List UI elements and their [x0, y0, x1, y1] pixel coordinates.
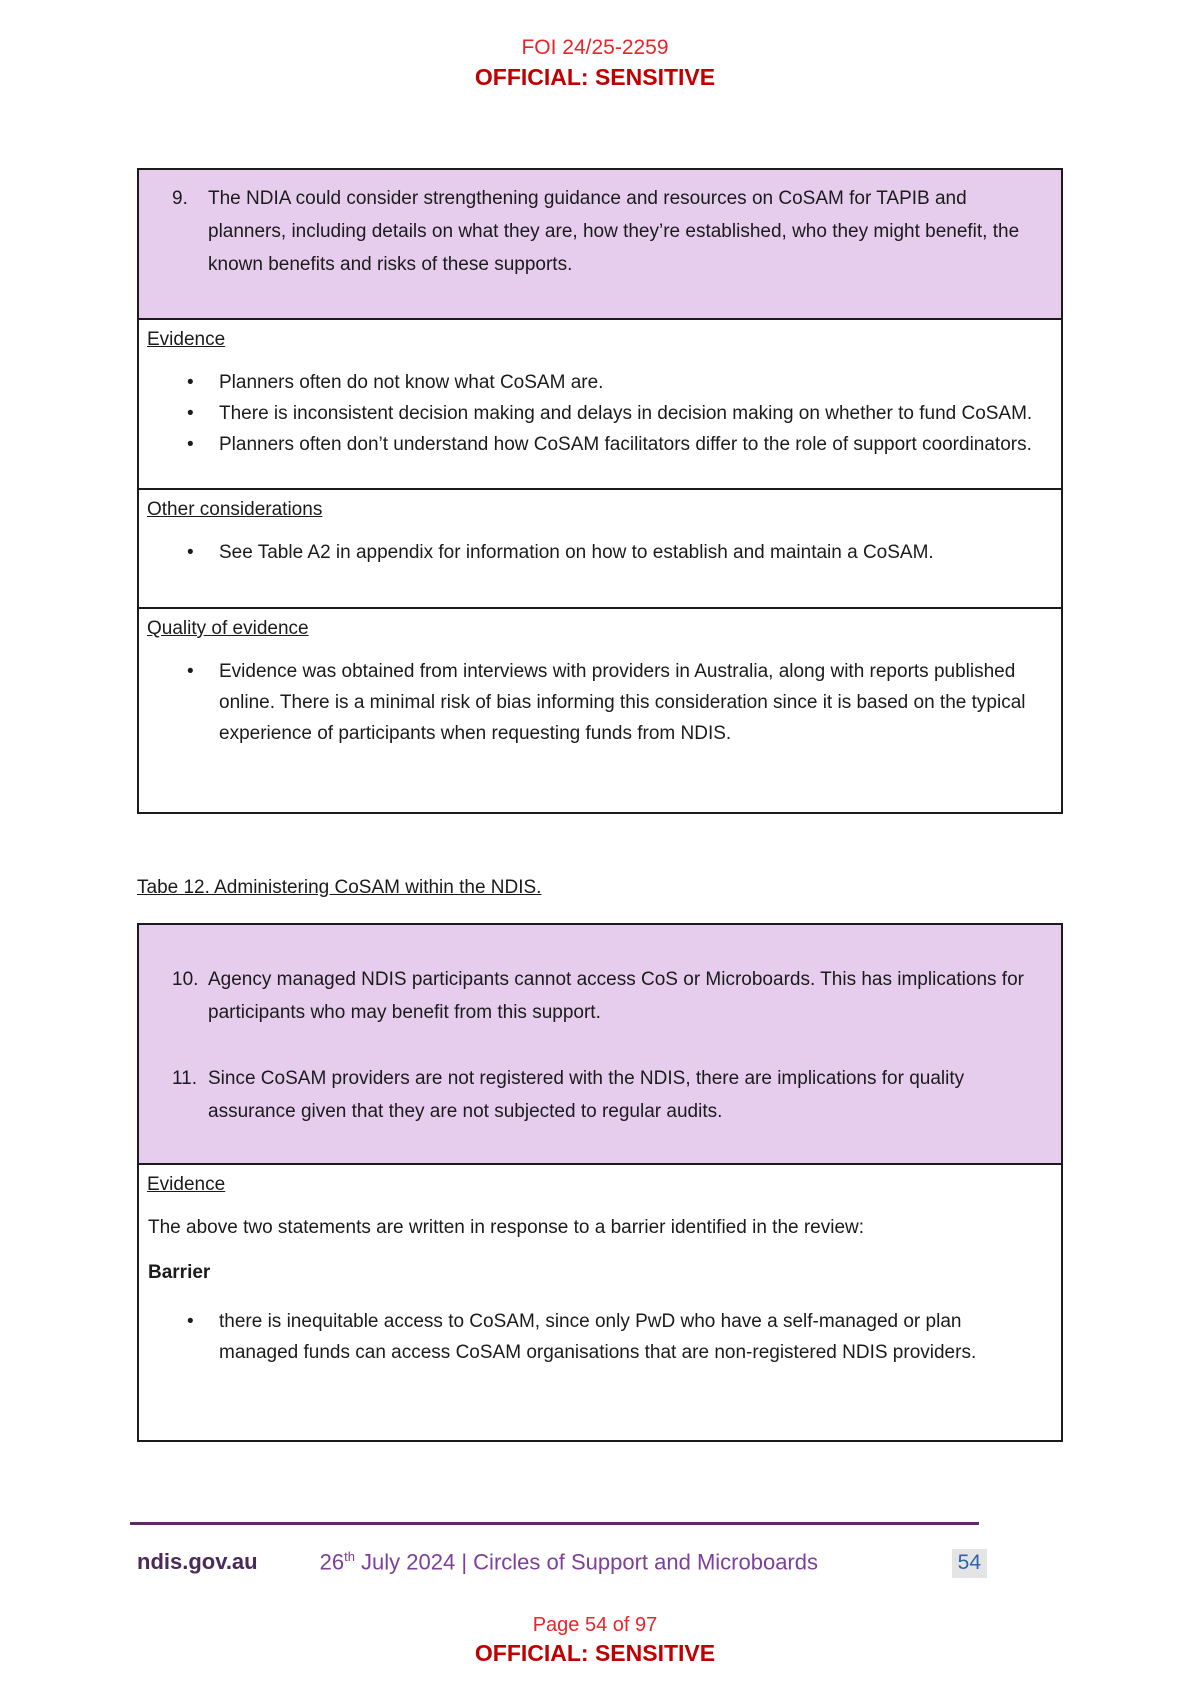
recommendation-text: Since CoSAM providers are not registered with the NDIS, there are implications for quality assurance given that they are not subjected to regular audits. — [208, 1068, 965, 1122]
recommendation-number: 9. — [172, 188, 188, 209]
other-considerations-section — [138, 489, 1062, 608]
table-row — [138, 1164, 1062, 1441]
footer-date-title: 26th July 2024 | Circles of Support and Microboards — [319, 1549, 818, 1575]
classification-banner-top: OFFICIAL: SENSITIVE — [474, 64, 716, 90]
ordinal-superscript: th — [344, 1549, 355, 1564]
list-item: • There is inconsistent decision making and delays in decision making on whether to fund CoSAM. — [147, 398, 1039, 429]
recommendation-number: 11. — [172, 1068, 198, 1089]
classification-banner-bottom: OFFICIAL: SENSITIVE — [474, 1640, 716, 1666]
table-12-caption: Tabe 12. Administering CoSAM within the NDIS. — [137, 877, 542, 898]
recommendation-11 — [172, 1062, 1039, 1128]
recommendation-text: The NDIA could consider strengthening guidance and resources on CoSAM for TAPIB and planners, including details on what they are, how they’re established, who they might benefit, the known benefits and risks of these supports. — [208, 188, 1020, 275]
recommendation-9-cell — [138, 169, 1062, 319]
table-row — [138, 924, 1062, 1164]
quality-of-evidence-heading: Quality of evidence — [147, 618, 309, 639]
list-item: • Evidence was obtained from interviews with providers in Australia, along with reports published online. There is a minimal risk of bias informing this consideration since it is based on the typical experience of participants when requesting funds from NDIS. — [147, 656, 1039, 749]
bottom-classification-block — [0, 1612, 1190, 1669]
recommendation-table-cosam-guidance — [137, 168, 1063, 814]
spacer — [172, 1029, 1039, 1062]
quality-of-evidence-bullet-list — [147, 656, 1039, 749]
footer-divider — [130, 1522, 979, 1525]
page-x-of-y: Page 54 of 97 — [532, 1614, 658, 1636]
page-number-field: 54 — [952, 1549, 987, 1578]
quality-of-evidence-section — [138, 608, 1062, 813]
list-item: • Planners often don’t understand how CoSAM facilitators differ to the role of support coordinators. — [147, 429, 1039, 460]
evidence-heading: Evidence — [147, 1174, 226, 1195]
table-row — [138, 489, 1062, 608]
recommendation-table-administering-cosam — [137, 923, 1063, 1442]
list-item: • there is inequitable access to CoSAM, since only PwD who have a self-managed or plan managed funds can access CoSAM organisations that are non-registered NDIS providers. — [147, 1306, 1039, 1368]
table-row — [138, 319, 1062, 489]
evidence-heading: Evidence — [147, 329, 226, 350]
recommendation-9 — [172, 182, 1039, 281]
document-header — [0, 0, 1190, 93]
evidence-intro-text: The above two statements are written in response to a barrier identified in the review: — [148, 1217, 865, 1238]
barrier-bullet-list — [147, 1306, 1039, 1368]
foi-reference: FOI 24/25-2259 — [521, 36, 669, 59]
other-considerations-bullet-list — [147, 537, 1039, 568]
page-footer — [137, 1549, 987, 1578]
recommendation-text: Agency managed NDIS participants cannot access CoS or Microboards. This has implications for participants who may benefit from this support. — [208, 969, 1024, 1023]
recommendation-number: 10. — [172, 969, 199, 990]
evidence-bullet-list — [147, 367, 1039, 460]
evidence-section — [138, 319, 1062, 489]
table-row — [138, 608, 1062, 813]
recommendations-10-11-cell — [138, 924, 1062, 1164]
recommendation-10 — [172, 963, 1039, 1029]
list-item: • Planners often do not know what CoSAM are. — [147, 367, 1039, 398]
barrier-subheading: Barrier — [148, 1262, 211, 1283]
evidence-section-2 — [138, 1164, 1062, 1441]
ndis-gov-au-link: ndis.gov.au — [137, 1549, 258, 1575]
table-row — [138, 169, 1062, 319]
other-considerations-heading: Other considerations — [147, 499, 323, 520]
list-item: • See Table A2 in appendix for information on how to establish and maintain a CoSAM. — [147, 537, 1039, 568]
